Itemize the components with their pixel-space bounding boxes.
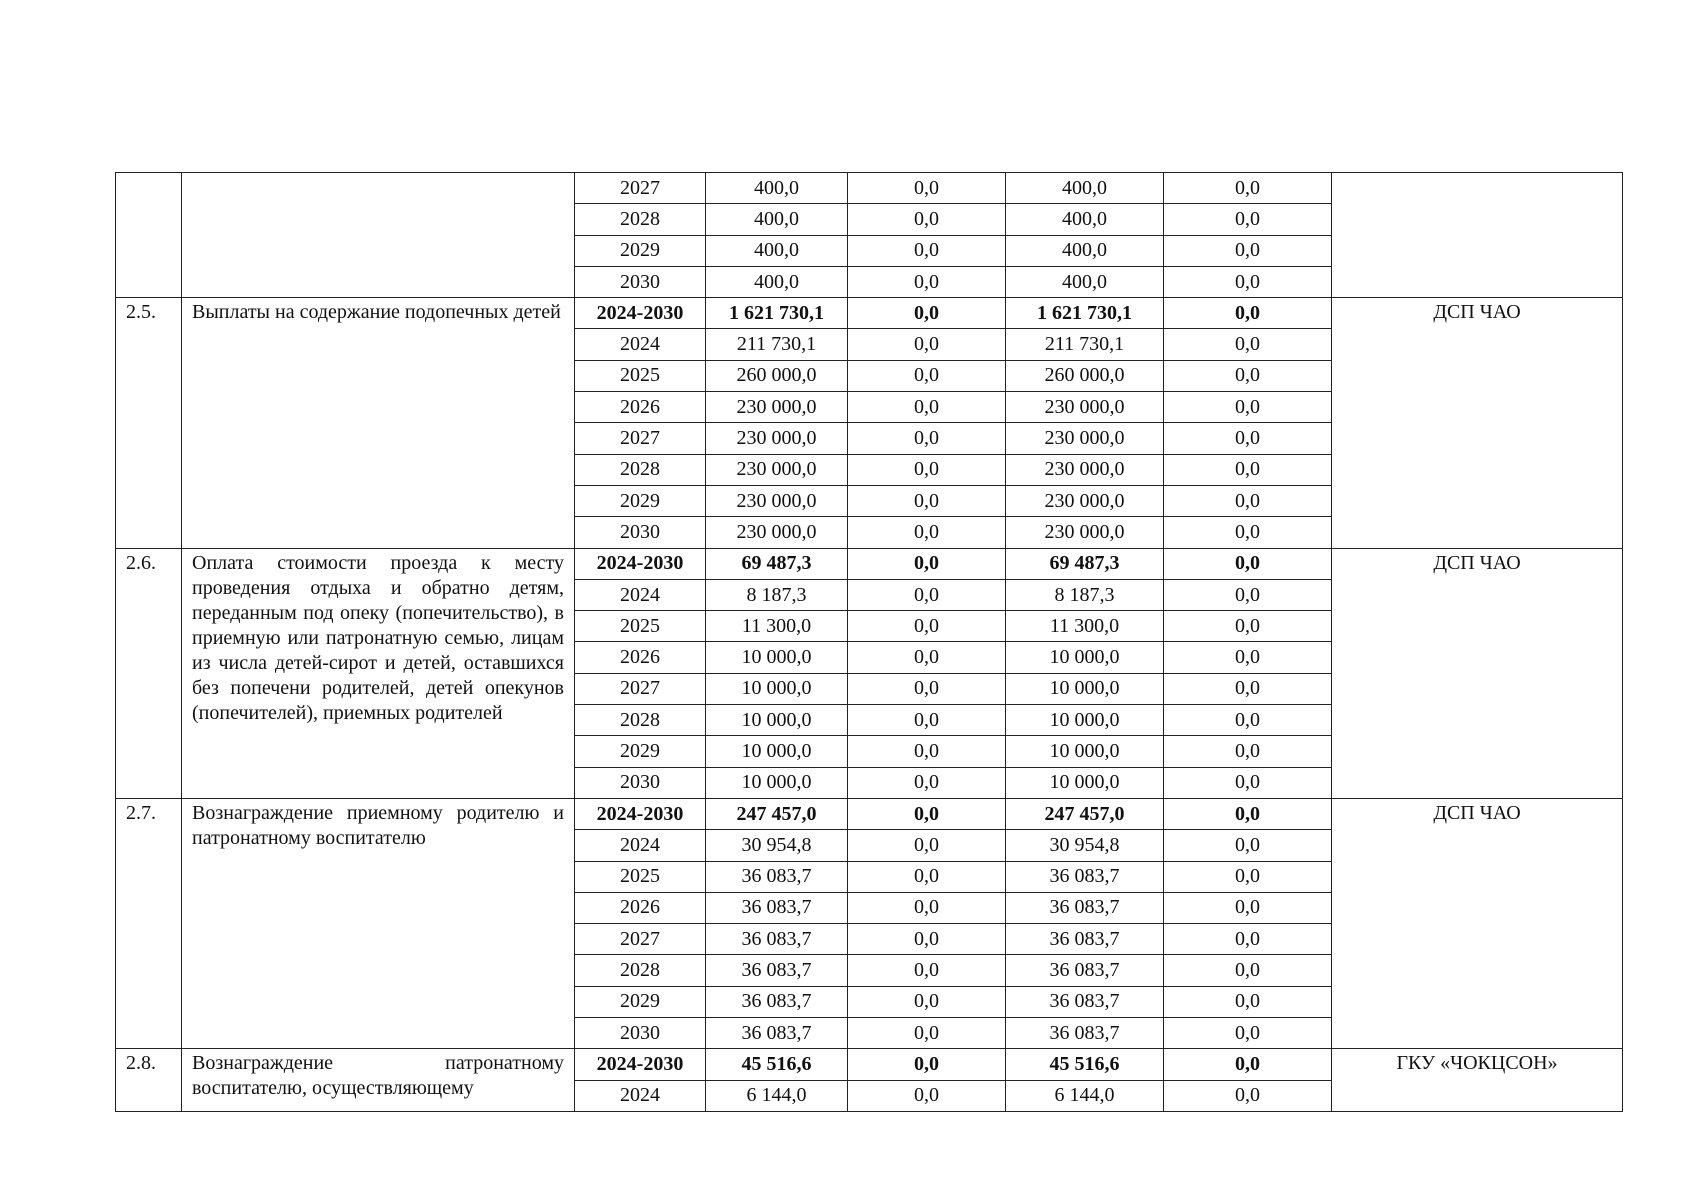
year-cell: 2025 bbox=[575, 611, 706, 642]
value-cell: 0,0 bbox=[848, 235, 1006, 266]
value-cell: 0,0 bbox=[848, 360, 1006, 391]
item-name-cell: Вознаграждение патронатному воспитателю, осуществляющему bbox=[182, 1049, 575, 1112]
total-cell: 10 000,0 bbox=[706, 642, 848, 673]
value-cell: 0,0 bbox=[848, 266, 1006, 297]
value-cell: 0,0 bbox=[1164, 1018, 1332, 1049]
table-body bbox=[116, 173, 1623, 1112]
total-cell: 400,0 bbox=[706, 235, 848, 266]
year-cell: 2029 bbox=[575, 235, 706, 266]
responsible-cell: ГКУ «ЧОКЦСОН» bbox=[1332, 1049, 1623, 1112]
value-cell: 0,0 bbox=[1164, 517, 1332, 548]
value-cell: 0,0 bbox=[848, 673, 1006, 704]
total-cell: 36 083,7 bbox=[706, 955, 848, 986]
total-cell: 36 083,7 bbox=[706, 892, 848, 923]
item-number-cell: 2.8. bbox=[116, 1049, 182, 1112]
value-cell: 230 000,0 bbox=[1006, 517, 1164, 548]
value-cell: 0,0 bbox=[1164, 986, 1332, 1017]
value-cell: 0,0 bbox=[848, 454, 1006, 485]
value-cell: 0,0 bbox=[848, 1080, 1006, 1111]
value-cell: 0,0 bbox=[848, 173, 1006, 204]
value-cell: 10 000,0 bbox=[1006, 767, 1164, 798]
value-cell: 69 487,3 bbox=[1006, 548, 1164, 579]
year-cell: 2026 bbox=[575, 892, 706, 923]
value-cell: 36 083,7 bbox=[1006, 924, 1164, 955]
value-cell: 0,0 bbox=[848, 642, 1006, 673]
year-cell: 2026 bbox=[575, 392, 706, 423]
item-name-cell: Оплата стоимости проезда к месту проведения отдыха и обратно детям, переданным под опеку (попечительство), в приемную или патронатную семью, лицам из числа детей-сирот и детей, оставшихся без попечени родителей, детей опекунов (попечителей), приемных родителей bbox=[182, 548, 575, 798]
table-row-total bbox=[116, 298, 1623, 329]
value-cell: 0,0 bbox=[848, 798, 1006, 829]
value-cell: 0,0 bbox=[848, 892, 1006, 923]
value-cell: 400,0 bbox=[1006, 235, 1164, 266]
value-cell: 0,0 bbox=[848, 485, 1006, 516]
year-cell: 2028 bbox=[575, 454, 706, 485]
value-cell: 0,0 bbox=[1164, 642, 1332, 673]
value-cell: 230 000,0 bbox=[1006, 392, 1164, 423]
value-cell: 36 083,7 bbox=[1006, 861, 1164, 892]
total-cell: 230 000,0 bbox=[706, 517, 848, 548]
value-cell: 0,0 bbox=[848, 1018, 1006, 1049]
value-cell: 0,0 bbox=[1164, 423, 1332, 454]
total-cell: 30 954,8 bbox=[706, 830, 848, 861]
value-cell: 0,0 bbox=[1164, 360, 1332, 391]
total-cell: 11 300,0 bbox=[706, 611, 848, 642]
value-cell: 0,0 bbox=[1164, 767, 1332, 798]
year-cell: 2024-2030 bbox=[575, 298, 706, 329]
value-cell: 10 000,0 bbox=[1006, 705, 1164, 736]
item-name-cell: Вознаграждение приемному родителю и патронатному воспитателю bbox=[182, 798, 575, 1048]
total-cell: 400,0 bbox=[706, 266, 848, 297]
value-cell: 11 300,0 bbox=[1006, 611, 1164, 642]
value-cell: 0,0 bbox=[848, 579, 1006, 610]
item-name-cell: Выплаты на содержание подопечных детей bbox=[182, 298, 575, 548]
value-cell: 36 083,7 bbox=[1006, 1018, 1164, 1049]
value-cell: 36 083,7 bbox=[1006, 892, 1164, 923]
year-cell: 2029 bbox=[575, 485, 706, 516]
value-cell: 0,0 bbox=[1164, 1080, 1332, 1111]
value-cell: 0,0 bbox=[1164, 830, 1332, 861]
year-cell: 2024 bbox=[575, 329, 706, 360]
value-cell: 0,0 bbox=[1164, 298, 1332, 329]
value-cell: 0,0 bbox=[1164, 204, 1332, 235]
value-cell: 0,0 bbox=[848, 767, 1006, 798]
value-cell: 0,0 bbox=[848, 830, 1006, 861]
year-cell: 2024-2030 bbox=[575, 548, 706, 579]
value-cell: 1 621 730,1 bbox=[1006, 298, 1164, 329]
value-cell: 0,0 bbox=[1164, 173, 1332, 204]
value-cell: 0,0 bbox=[1164, 579, 1332, 610]
value-cell: 0,0 bbox=[848, 986, 1006, 1017]
item-number-cell: 2.6. bbox=[116, 548, 182, 798]
year-cell: 2029 bbox=[575, 986, 706, 1017]
value-cell: 0,0 bbox=[1164, 548, 1332, 579]
value-cell: 0,0 bbox=[848, 392, 1006, 423]
responsible-cell: ДСП ЧАО bbox=[1332, 798, 1623, 1048]
year-cell: 2027 bbox=[575, 423, 706, 454]
value-cell: 0,0 bbox=[848, 1049, 1006, 1080]
value-cell: 0,0 bbox=[848, 861, 1006, 892]
year-cell: 2028 bbox=[575, 705, 706, 736]
value-cell: 230 000,0 bbox=[1006, 454, 1164, 485]
value-cell: 0,0 bbox=[848, 705, 1006, 736]
year-cell: 2030 bbox=[575, 517, 706, 548]
value-cell: 0,0 bbox=[1164, 736, 1332, 767]
year-cell: 2028 bbox=[575, 955, 706, 986]
value-cell: 0,0 bbox=[1164, 454, 1332, 485]
year-cell: 2030 bbox=[575, 767, 706, 798]
total-cell: 230 000,0 bbox=[706, 454, 848, 485]
total-cell: 400,0 bbox=[706, 204, 848, 235]
value-cell: 0,0 bbox=[848, 204, 1006, 235]
value-cell: 230 000,0 bbox=[1006, 423, 1164, 454]
year-cell: 2024-2030 bbox=[575, 1049, 706, 1080]
value-cell: 0,0 bbox=[848, 517, 1006, 548]
value-cell: 10 000,0 bbox=[1006, 642, 1164, 673]
value-cell: 0,0 bbox=[848, 611, 1006, 642]
responsible-cell: ДСП ЧАО bbox=[1332, 548, 1623, 798]
total-cell: 36 083,7 bbox=[706, 924, 848, 955]
value-cell: 36 083,7 bbox=[1006, 986, 1164, 1017]
value-cell: 0,0 bbox=[1164, 392, 1332, 423]
item-number-cell bbox=[116, 173, 182, 298]
year-cell: 2027 bbox=[575, 173, 706, 204]
total-cell: 36 083,7 bbox=[706, 861, 848, 892]
total-cell: 69 487,3 bbox=[706, 548, 848, 579]
total-cell: 260 000,0 bbox=[706, 360, 848, 391]
table-row-total bbox=[116, 1049, 1623, 1080]
total-cell: 400,0 bbox=[706, 173, 848, 204]
value-cell: 247 457,0 bbox=[1006, 798, 1164, 829]
value-cell: 0,0 bbox=[1164, 955, 1332, 986]
value-cell: 400,0 bbox=[1006, 173, 1164, 204]
value-cell: 6 144,0 bbox=[1006, 1080, 1164, 1111]
year-cell: 2024 bbox=[575, 579, 706, 610]
total-cell: 8 187,3 bbox=[706, 579, 848, 610]
value-cell: 0,0 bbox=[1164, 235, 1332, 266]
year-cell: 2025 bbox=[575, 861, 706, 892]
value-cell: 0,0 bbox=[1164, 266, 1332, 297]
item-number-cell: 2.5. bbox=[116, 298, 182, 548]
value-cell: 36 083,7 bbox=[1006, 955, 1164, 986]
year-cell: 2030 bbox=[575, 1018, 706, 1049]
value-cell: 0,0 bbox=[1164, 611, 1332, 642]
total-cell: 211 730,1 bbox=[706, 329, 848, 360]
value-cell: 0,0 bbox=[1164, 798, 1332, 829]
year-cell: 2024 bbox=[575, 1080, 706, 1111]
value-cell: 0,0 bbox=[848, 329, 1006, 360]
year-cell: 2029 bbox=[575, 736, 706, 767]
responsible-cell bbox=[1332, 173, 1623, 298]
total-cell: 1 621 730,1 bbox=[706, 298, 848, 329]
value-cell: 0,0 bbox=[848, 548, 1006, 579]
item-name-cell bbox=[182, 173, 575, 298]
value-cell: 0,0 bbox=[848, 924, 1006, 955]
value-cell: 45 516,6 bbox=[1006, 1049, 1164, 1080]
value-cell: 10 000,0 bbox=[1006, 673, 1164, 704]
total-cell: 230 000,0 bbox=[706, 423, 848, 454]
year-cell: 2024 bbox=[575, 830, 706, 861]
value-cell: 400,0 bbox=[1006, 266, 1164, 297]
value-cell: 400,0 bbox=[1006, 204, 1164, 235]
total-cell: 10 000,0 bbox=[706, 673, 848, 704]
value-cell: 0,0 bbox=[848, 955, 1006, 986]
year-cell: 2030 bbox=[575, 266, 706, 297]
value-cell: 0,0 bbox=[848, 298, 1006, 329]
total-cell: 10 000,0 bbox=[706, 767, 848, 798]
total-cell: 230 000,0 bbox=[706, 392, 848, 423]
year-cell: 2028 bbox=[575, 204, 706, 235]
total-cell: 45 516,6 bbox=[706, 1049, 848, 1080]
value-cell: 260 000,0 bbox=[1006, 360, 1164, 391]
value-cell: 10 000,0 bbox=[1006, 736, 1164, 767]
total-cell: 6 144,0 bbox=[706, 1080, 848, 1111]
total-cell: 247 457,0 bbox=[706, 798, 848, 829]
value-cell: 0,0 bbox=[1164, 924, 1332, 955]
budget-table bbox=[115, 172, 1623, 1112]
value-cell: 0,0 bbox=[1164, 892, 1332, 923]
year-cell: 2026 bbox=[575, 642, 706, 673]
responsible-cell: ДСП ЧАО bbox=[1332, 298, 1623, 548]
value-cell: 0,0 bbox=[848, 736, 1006, 767]
year-cell: 2027 bbox=[575, 924, 706, 955]
year-cell: 2024-2030 bbox=[575, 798, 706, 829]
value-cell: 0,0 bbox=[1164, 861, 1332, 892]
value-cell: 0,0 bbox=[1164, 1049, 1332, 1080]
value-cell: 0,0 bbox=[1164, 705, 1332, 736]
table-row-total bbox=[116, 798, 1623, 829]
table-row bbox=[116, 173, 1623, 204]
table-row-total bbox=[116, 548, 1623, 579]
value-cell: 30 954,8 bbox=[1006, 830, 1164, 861]
year-cell: 2027 bbox=[575, 673, 706, 704]
total-cell: 36 083,7 bbox=[706, 986, 848, 1017]
total-cell: 36 083,7 bbox=[706, 1018, 848, 1049]
total-cell: 10 000,0 bbox=[706, 705, 848, 736]
value-cell: 8 187,3 bbox=[1006, 579, 1164, 610]
value-cell: 0,0 bbox=[848, 423, 1006, 454]
total-cell: 230 000,0 bbox=[706, 485, 848, 516]
value-cell: 0,0 bbox=[1164, 673, 1332, 704]
value-cell: 230 000,0 bbox=[1006, 485, 1164, 516]
total-cell: 10 000,0 bbox=[706, 736, 848, 767]
value-cell: 211 730,1 bbox=[1006, 329, 1164, 360]
item-number-cell: 2.7. bbox=[116, 798, 182, 1048]
value-cell: 0,0 bbox=[1164, 485, 1332, 516]
year-cell: 2025 bbox=[575, 360, 706, 391]
value-cell: 0,0 bbox=[1164, 329, 1332, 360]
